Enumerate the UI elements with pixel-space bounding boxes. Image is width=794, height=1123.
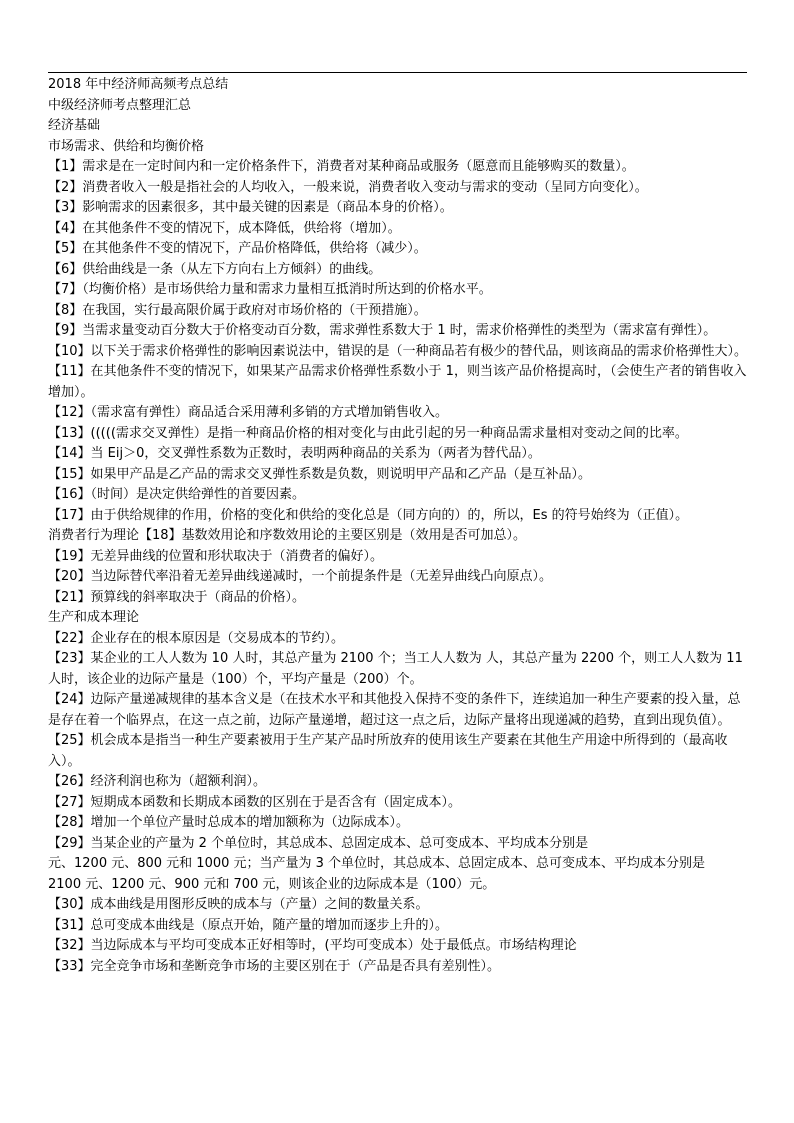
list-item: 【9】当需求量变动百分数大于价格变动百分数，需求弹性系数大于 1 时，需求价格弹性的类型为（需求富有弹性）。 bbox=[48, 323, 717, 338]
point-list bbox=[48, 157, 753, 977]
list-item: 【25】机会成本是指当一种生产要素被用于生产某产品时所放弃的使用该生产要素在其他生产用途中所得到的（最高收入）。 bbox=[48, 733, 728, 769]
list-item: 消费者行为理论【18】基数效用论和序数效用论的主要区别是（效用是否可加总）。 bbox=[48, 528, 527, 543]
list-item: 【32】当边际成本与平均可变成本正好相等时，(平均可变成本）处于最低点。市场结构理论 bbox=[48, 938, 577, 953]
list-item: 【20】当边际替代率沿着无差异曲线递减时，一个前提条件是（无差异曲线凸向原点）。 bbox=[48, 569, 553, 584]
list-item: 【5】在其他条件不变的情况下，产品价格降低，供给将（减少）。 bbox=[48, 241, 427, 256]
list-item: 【31】总可变成本曲线是（原点开始，随产量的增加而逐步上升的）。 bbox=[48, 917, 449, 933]
list-item: 【22】企业存在的根本原因是（交易成本的节约）。 bbox=[48, 630, 345, 646]
list-item: 【3】影响需求的因素很多，其中最关键的因素是（商品本身的价格）。 bbox=[48, 200, 453, 215]
list-item: 生产和成本理论 bbox=[48, 610, 140, 625]
list-item: 元、1200 元、800 元和 1000 元；当产量为 3 个单位时，其总成本、总固定成本、总可变成本、平均成本分别是 bbox=[48, 856, 706, 871]
list-item: 【33】完全竞争市场和垄断竞争市场的主要区别在于（产品是否具有差别性）。 bbox=[48, 958, 501, 974]
doc-title: 2018 年中经济师高频考点总结 bbox=[48, 77, 229, 92]
list-item: 【21】预算线的斜率取决于（商品的价格）。 bbox=[48, 589, 306, 605]
list-item: 【24】边际产量递减规律的基本含义是（在技术水平和其他投入保持不变的条件下，连续追加一种生产要素的投入量，总是存在着一个临界点，在这一点之前，边际产量递增，超过这一点之后，边际产量将出现递减的趋势，直到出现负值）。 bbox=[48, 692, 741, 728]
list-item: 【10】以下关于需求价格弹性的影响因素说法中，错误的是（一种商品若有极少的替代品，则该商品的需求价格弹性大）。 bbox=[48, 343, 748, 359]
list-item: 【4】在其他条件不变的情况下，成本降低，供给将（增加）。 bbox=[48, 220, 401, 236]
list-item: 【16】（时间）是决定供给弹性的首要因素。 bbox=[48, 487, 306, 502]
list-item: 【1】需求是在一定时间内和一定价格条件下，消费者对某种商品或服务（愿意而且能够购买的数量）。 bbox=[48, 159, 635, 174]
list-item: 【26】经济利润也称为（超额利润）。 bbox=[48, 774, 267, 789]
doc-subtitle: 中级经济师考点整理汇总 bbox=[48, 97, 192, 113]
list-item: 【27】短期成本函数和长期成本函数的区别在于是否含有（固定成本）。 bbox=[48, 794, 462, 810]
list-item: 【23】某企业的工人人数为 10 人时，其总产量为 2100 个；当工人人数为 人，其总产量为 2200 个，则工人人数为 11 人时，该企业的边际产量是（100）个，平均产量是（200）个。 bbox=[48, 651, 743, 687]
list-item: 【28】增加一个单位产量时总成本的增加额称为（边际成本）。 bbox=[48, 815, 410, 830]
list-item: 2100 元、1200 元、900 元和 700 元，则该企业的边际成本是（100）元。 bbox=[48, 876, 496, 892]
list-item: 【13】(((((需求交叉弹性）是指一种商品价格的相对变化与由此引起的另一种商品需求量相对变动之间的比率。 bbox=[48, 425, 688, 441]
list-item: 【8】在我国，实行最高限价属于政府对市场价格的（干预措施）。 bbox=[48, 302, 427, 318]
chapter-heading: 市场需求、供给和均衡价格 bbox=[48, 138, 205, 154]
list-item: 【2】消费者收入一般是指社会的人均收入，一般来说，消费者收入变动与需求的变动（呈同方向变化）。 bbox=[48, 179, 648, 195]
section-heading: 经济基础 bbox=[48, 118, 101, 133]
list-item: 【15】如果甲产品是乙产品的需求交叉弹性系数是负数，则说明甲产品和乙产品（是互补品）。 bbox=[48, 466, 592, 482]
list-item: 【29】当某企业的产量为 2 个单位时，其总成本、总固定成本、总可变成本、平均成本分别是 bbox=[48, 835, 589, 851]
list-item: 【19】无差异曲线的位置和形状取决于（消费者的偏好）。 bbox=[48, 548, 384, 564]
list-item: 【17】由于供给规律的作用，价格的变化和供给的变化总是（同方向的）的，所以，Es 的符号始终为（正值）。 bbox=[48, 507, 689, 523]
list-item: 【11】在其他条件不变的情况下，如果某产品需求价格弹性系数小于 1，则当该产品价格提高时，（会使生产者的销售收入增加）。 bbox=[48, 364, 747, 400]
list-item: 【6】供给曲线是一条（从左下方向右上方倾斜）的曲线。 bbox=[48, 261, 382, 277]
list-item: 【14】当 Eij＞0，交叉弹性系数为正数时，表明两种商品的关系为（两者为替代品）。 bbox=[48, 446, 541, 461]
list-item: 【30】成本曲线是用图形反映的成本与（产量）之间的数量关系。 bbox=[48, 897, 429, 912]
list-item: 【7】（均衡价格）是市场供给力量和需求力量相互抵消时所达到的价格水平。 bbox=[48, 282, 492, 297]
document-body bbox=[48, 75, 753, 977]
list-item: 【12】（需求富有弹性）商品适合采用薄利多销的方式增加销售收入。 bbox=[48, 405, 449, 420]
header-rule bbox=[48, 72, 747, 73]
